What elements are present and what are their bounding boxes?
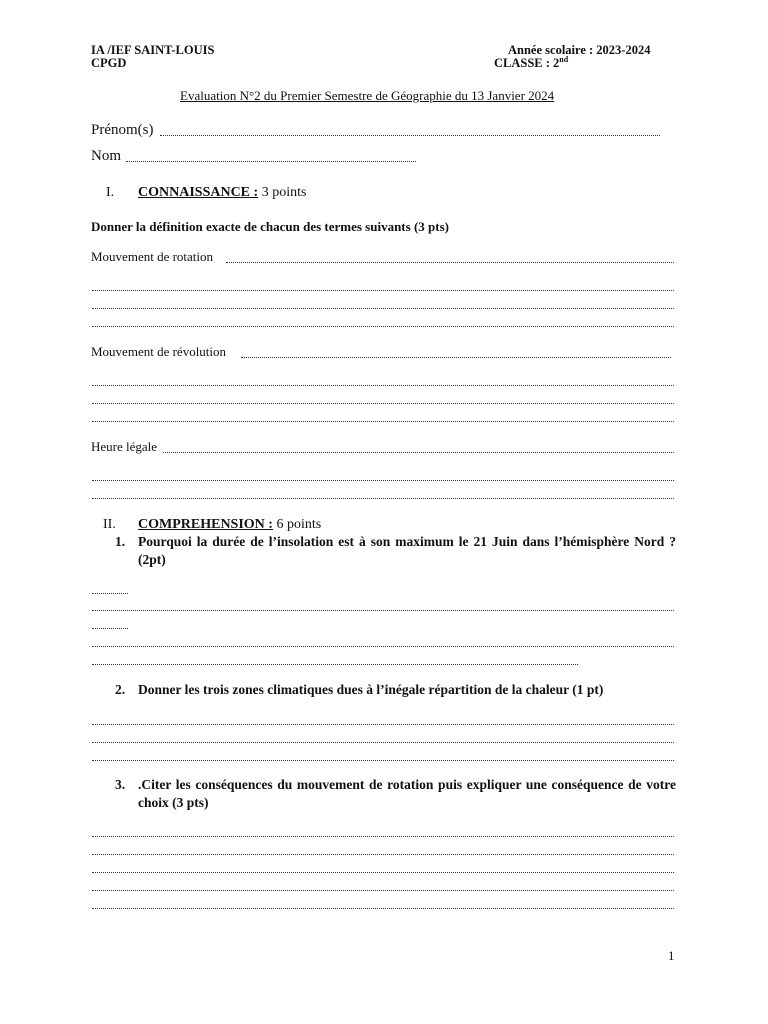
answer-line[interactable] <box>92 385 674 386</box>
answer-line[interactable] <box>92 646 674 647</box>
header-right-line1: Année scolaire : 2023-2024 <box>508 43 651 57</box>
section2-heading-wrap <box>138 516 321 533</box>
answer-line[interactable] <box>92 836 674 837</box>
answer-line[interactable] <box>92 760 674 761</box>
answer-line[interactable] <box>92 724 674 725</box>
answer-line[interactable] <box>92 742 674 743</box>
prenom-dotted-line[interactable] <box>160 135 660 136</box>
question-number: 3. <box>115 777 126 792</box>
section1-numeral: I. <box>106 185 115 200</box>
header-left-line2: CPGD <box>91 56 127 70</box>
section1-points: 3 points <box>258 185 307 200</box>
answer-line[interactable] <box>92 308 674 309</box>
answer-line[interactable] <box>92 593 128 594</box>
answer-line[interactable] <box>92 664 578 665</box>
term-rotation-line[interactable] <box>226 262 674 263</box>
term-rotation: Mouvement de rotation <box>91 249 214 264</box>
section1-heading: CONNAISSANCE : <box>138 185 259 200</box>
answer-line[interactable] <box>92 854 674 855</box>
answer-line[interactable] <box>92 498 674 499</box>
term-heure-legale-line[interactable] <box>163 452 674 453</box>
prenom-label: Prénom(s) <box>91 122 154 138</box>
nom-label: Nom <box>91 148 121 164</box>
class-sup: nd <box>559 54 569 64</box>
page-number: 1 <box>668 948 675 963</box>
section1-heading-wrap <box>138 184 306 201</box>
answer-line[interactable] <box>92 890 674 891</box>
answer-line[interactable] <box>92 421 674 422</box>
answer-line[interactable] <box>92 628 128 629</box>
term-heure-legale: Heure légale <box>91 439 158 454</box>
section2-heading: COMPREHENSION : <box>138 517 273 532</box>
question-number: 1. <box>115 534 126 549</box>
nom-dotted-line[interactable] <box>126 161 416 162</box>
question-2: Donner les trois zones climatiques dues à l’inégale répartition de la chaleur (1 pt) <box>138 682 604 697</box>
section2-numeral: II. <box>103 517 116 532</box>
question-number: 2. <box>115 682 126 697</box>
header-class <box>494 56 568 70</box>
class-label: CLASSE : 2 <box>494 56 560 70</box>
page-title: Evaluation N°2 du Premier Semestre de Géographie du 13 Janvier 2024 <box>180 88 555 103</box>
term-revolution-line[interactable] <box>241 357 671 358</box>
question-1: Pourquoi la durée de l’insolation est à son maximum le 21 Juin dans l’hémisphère Nord ? (2pt) <box>138 534 676 567</box>
answer-line[interactable] <box>92 480 674 481</box>
answer-line[interactable] <box>92 872 674 873</box>
answer-line[interactable] <box>92 908 674 909</box>
answer-line[interactable] <box>92 403 674 404</box>
section2-points: 6 points <box>272 517 322 532</box>
answer-line[interactable] <box>92 290 674 291</box>
question-3: .Citer les conséquences du mouvement de rotation puis expliquer une conséquence de votre choix (3 pts) <box>138 777 676 810</box>
term-revolution: Mouvement de révolution <box>91 344 227 359</box>
answer-line[interactable] <box>92 326 674 327</box>
answer-line[interactable] <box>92 610 674 611</box>
section1-instruction: Donner la définition exacte de chacun des termes suivants (3 pts) <box>91 219 449 234</box>
header-left-line1: IA /IEF SAINT-LOUIS <box>91 43 215 57</box>
